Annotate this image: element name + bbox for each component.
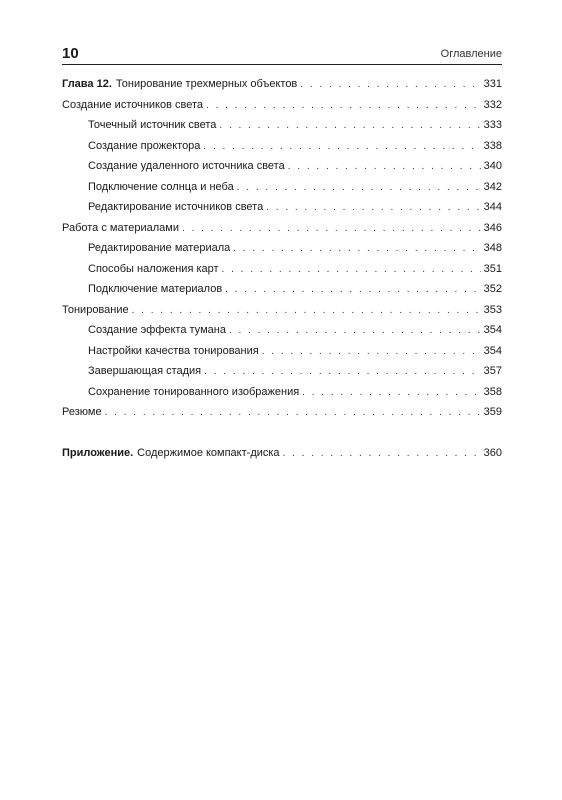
page-number: 10 [62,45,79,62]
dot-leader [288,157,481,178]
toc-entry [62,259,502,280]
toc-entry-title: Сохранение тонированного изображения [88,385,300,398]
toc-entry-page: 357 [483,365,502,377]
toc-entry-title: Создание удаленного источника света [88,160,285,172]
table-of-contents [62,74,502,463]
toc-entry-prefix: Приложение. [62,446,134,459]
toc-entry-page: 358 [483,385,502,398]
running-title: Оглавление [440,48,502,60]
toc-entry-page: 360 [483,446,502,459]
toc-entry [62,197,502,218]
toc-entry-page: 331 [483,78,502,90]
dot-leader [222,260,481,281]
toc-entry-title: Подключение материалов [88,283,223,295]
page-header [62,44,502,65]
toc-entry [62,218,502,239]
toc-entry [62,300,502,321]
document-page [62,44,502,463]
toc-entry-page: 348 [483,242,502,254]
toc-entry [62,238,502,259]
dot-leader [233,239,480,260]
toc-entry-page: 351 [483,262,502,275]
toc-entry-page: 359 [483,406,502,418]
toc-entry-title: Редактирование материала [88,242,231,254]
toc-entry [62,382,502,403]
toc-entry [62,95,502,116]
dot-leader [283,444,481,465]
dot-leader [105,403,481,424]
toc-entry [62,402,502,423]
dot-leader [132,301,481,322]
toc-entry [62,341,502,362]
dot-leader [203,137,480,158]
toc-entry [62,177,502,198]
toc-entry-title: Настройки качества тонирования [88,344,259,357]
dot-leader [302,383,480,404]
toc-entry-page: 333 [483,119,502,131]
toc-entry-title: Редактирование источников света [88,201,264,213]
toc-entry [62,136,502,157]
toc-entry-page: 353 [483,303,502,316]
toc-entry-appendix [62,443,502,464]
toc-entry-title: Создание эффекта тумана [88,324,226,336]
toc-entry-page: 340 [483,160,502,172]
toc-entry [62,279,502,300]
dot-leader [300,75,480,96]
spacer [62,423,502,443]
dot-leader [237,178,481,199]
toc-entry [62,361,502,382]
toc-entry-page: 352 [483,283,502,295]
dot-leader [219,116,480,137]
toc-entry-title: Создание источников света [62,98,204,111]
toc-entry-title: Способы наложения карт [88,262,219,275]
toc-entry-page: 354 [483,324,502,336]
dot-leader [229,321,481,342]
dot-leader [266,198,480,219]
toc-entry-page: 342 [483,180,502,193]
toc-entry-title: Работа с материалами [62,221,180,234]
dot-leader [225,280,480,301]
dot-leader [262,342,481,363]
dot-leader [204,362,480,383]
toc-entry-title: Тонирование трехмерных объектов [115,78,298,90]
toc-entry-prefix: Глава 12. [62,78,112,90]
toc-entry-chapter-12 [62,74,502,95]
toc-entry-title: Содержимое компакт-диска [137,446,280,459]
toc-entry-page: 332 [483,98,502,111]
dot-leader [182,219,481,240]
toc-entry [62,156,502,177]
toc-entry-title: Подключение солнца и неба [88,180,234,193]
toc-entry-title: Точечный источник света [88,119,217,131]
dot-leader [206,96,481,117]
toc-entry-page: 338 [483,139,502,152]
toc-entry [62,320,502,341]
toc-entry-page: 344 [483,201,502,213]
toc-entry-title: Тонирование [62,303,129,316]
toc-entry-title: Завершающая стадия [88,365,202,377]
toc-entry-page: 346 [483,221,502,234]
toc-entry-title: Резюме [62,406,102,418]
toc-entry-page: 354 [483,344,502,357]
toc-entry-title: Создание прожектора [88,139,201,152]
toc-entry [62,115,502,136]
